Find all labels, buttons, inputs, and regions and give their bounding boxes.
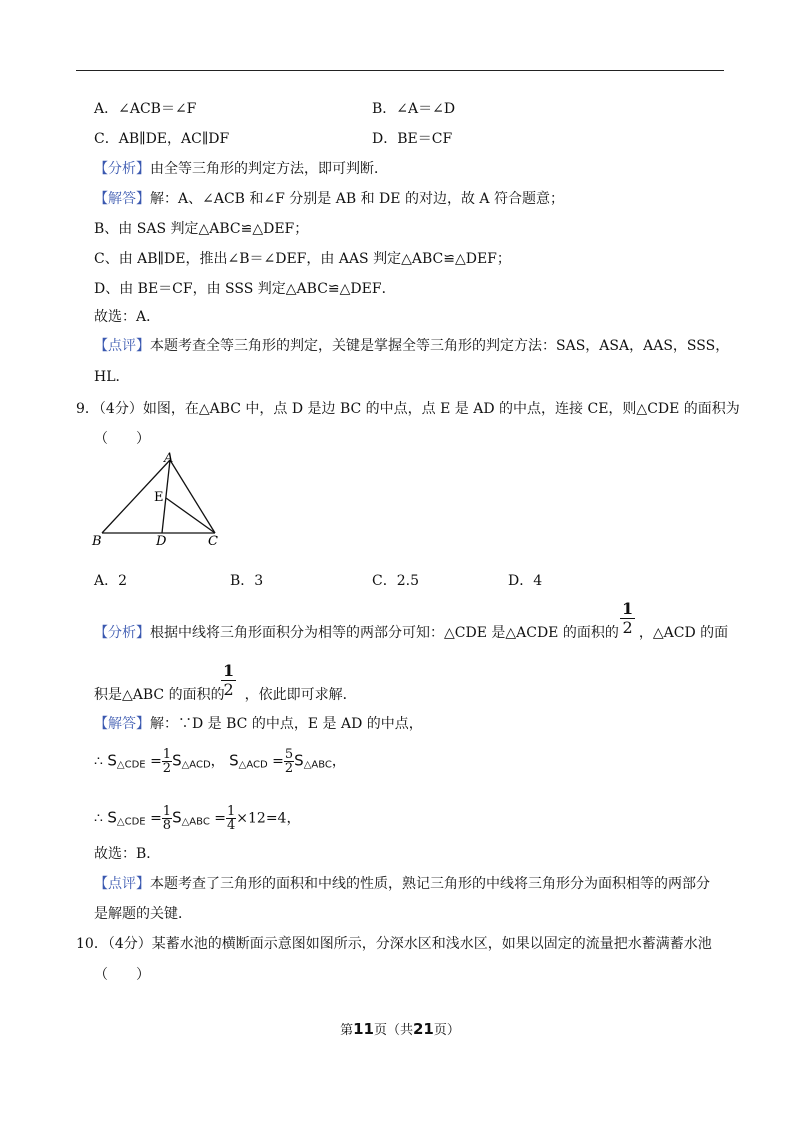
analysis-text-b: ，△ACD 的面: [638, 625, 729, 641]
comment-text: 本题考查全等三角形的判定，关键是掌握全等三角形的判定方法：SAS，ASA，AAS，SSS，: [150, 338, 730, 354]
q10-paren: （ ）: [94, 967, 150, 983]
page-number: 11: [353, 1020, 374, 1038]
segment-ac: [170, 460, 215, 533]
q8-comment-2: HL．: [94, 369, 130, 385]
label-e: E: [154, 490, 164, 505]
q8-option-b: B．∠A＝∠D: [372, 101, 456, 117]
analysis-fraction-2: 1 2: [223, 661, 235, 699]
q8-solution-4: D、由 BE＝CF，由 SSS 判定△ABC≌△DEF．: [94, 281, 396, 297]
q9-comment-2: 是解题的关键．: [94, 906, 192, 922]
q9-comment-1: [94, 873, 710, 893]
label-d: D: [156, 534, 167, 548]
q9-option-b: B．3: [230, 573, 264, 589]
analysis-fraction-1: 1 2: [622, 599, 634, 637]
analysis-text: 由全等三角形的判定方法，即可判断．: [150, 161, 388, 177]
q9-choose: 故选：B．: [94, 846, 161, 862]
solution-text: 解：A、∠ACB 和∠F 分别是 AB 和 DE 的对边，故 A 符合题意；: [150, 191, 564, 207]
q8-option-c: C．AB∥DE，AC∥DF: [94, 131, 230, 147]
q8-solution-2: B、由 SAS 判定△ABC≌△DEF；: [94, 221, 309, 237]
q9-solution-1: [94, 713, 423, 733]
fraction-1-8: $\frac{1}{8}$: [162, 804, 172, 833]
header-rule: [76, 70, 724, 71]
q9-paren: （ ）: [94, 431, 150, 447]
page-footer: 第11页（共21页）: [340, 1020, 460, 1038]
total-pages: 21: [413, 1020, 434, 1038]
q8-option-d: D．BE＝CF: [372, 131, 453, 147]
fraction-1-4: $\frac{1}{4}$: [227, 804, 236, 833]
q8-choose: 故选：A．: [94, 309, 161, 325]
label-c: C: [208, 534, 218, 548]
q9-equation-1: ∴ $S_{\triangle CDE}$ = $\frac{1}{2}$ $S_{\triangle ACD}$， $S_{\triangle ACD}$ = $\frac{5}{2}$ $S_{\triangle ABC}$，: [94, 747, 346, 776]
comment-text: 本题考查了三角形的面积和中线的性质，熟记三角形的中线将三角形分为面积相等的两部分: [150, 876, 710, 892]
q8-analysis: [94, 158, 388, 178]
fraction-5-2: $\frac{5}{2}$: [284, 747, 294, 776]
q9-option-c: C．2.5: [372, 573, 419, 589]
comment-tag: 【点评】: [94, 338, 150, 354]
q9-option-d: D．4: [508, 573, 543, 589]
comment-tag: 【点评】: [94, 876, 150, 892]
analysis-tag: 【分析】: [94, 161, 150, 177]
fraction-1-2: $\frac{1}{2}$: [162, 747, 172, 776]
analysis-text-d: ，依此即可求解．: [244, 687, 357, 703]
q9-equation-2: ∴ $S_{\triangle CDE}$ = $\frac{1}{8}$ $S_{\triangle ABC}$ = $\frac{1}{4}$ ×12=4，: [94, 804, 301, 833]
solution-tag: 【解答】: [94, 716, 150, 732]
q10-stem: 10．（4分）某蓄水池的横断面示意图如图所示，分深水区和浅水区，如果以固定的流量把水蓄满蓄水池: [76, 936, 712, 952]
solution-text: 解：∵D 是 BC 的中点，E 是 AD 的中点，: [150, 716, 423, 732]
solution-tag: 【解答】: [94, 191, 150, 207]
q8-comment-1: [94, 335, 729, 355]
q8-solution-1: [94, 188, 564, 208]
label-a: A: [164, 451, 174, 466]
analysis-text-c: 积是△ABC 的面积的: [94, 687, 225, 703]
q8-solution-3: C、由 AB∥DE，推出∠B＝∠DEF，由 AAS 判定△ABC≌△DEF；: [94, 251, 511, 267]
q9-triangle-figure: [90, 448, 230, 548]
analysis-text-a: 根据中线将三角形面积分为相等的两部分可知：△CDE 是△ACDE 的面积的: [150, 625, 619, 641]
analysis-tag: 【分析】: [94, 625, 150, 641]
q8-option-a: A．∠ACB＝∠F: [94, 101, 197, 117]
q9-option-a: A．2: [94, 573, 128, 589]
label-b: B: [92, 534, 102, 548]
segment-ce: [166, 498, 215, 533]
q9-stem: 9．（4分）如图，在△ABC 中，点 D 是边 BC 的中点，点 E 是 AD 的中点，连接 CE，则△CDE 的面积为: [76, 401, 740, 417]
